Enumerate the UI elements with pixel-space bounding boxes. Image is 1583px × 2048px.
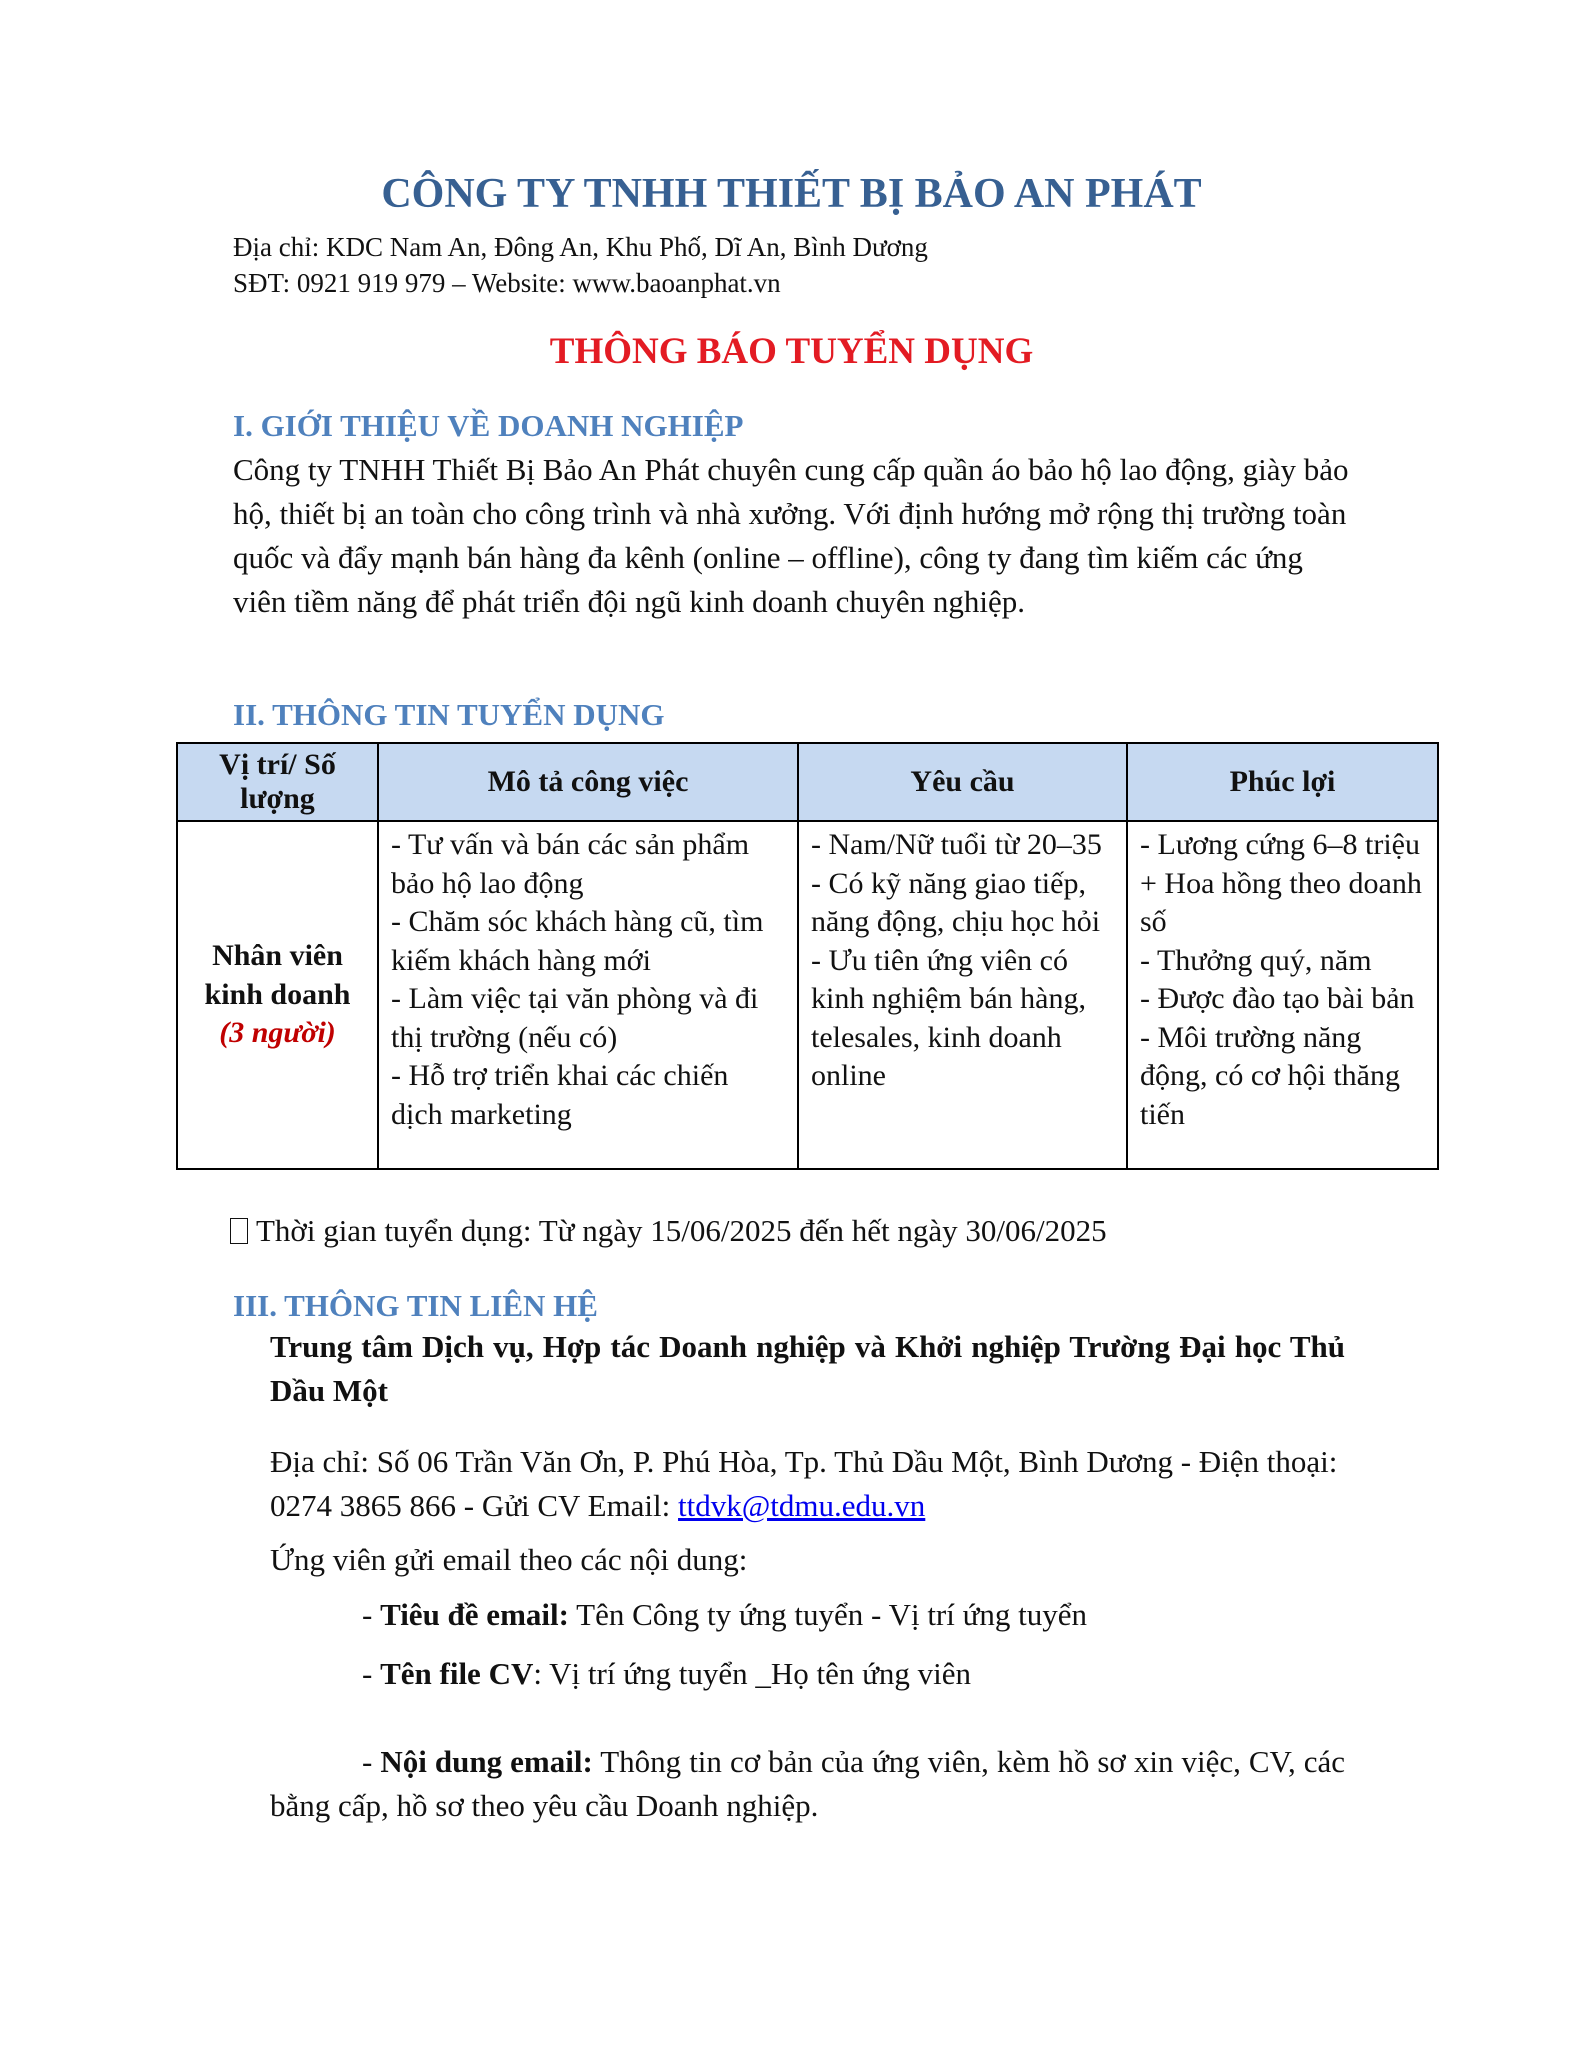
table-header-description: Mô tả công việc [378,743,798,821]
item-text: : Vị trí ứng tuyển _Họ tên ứng viên [533,1656,972,1691]
contact-address-text: Địa chỉ: Số 06 Trần Văn Ơn, P. Phú Hòa, Tp. Thủ Dầu Một, Bình Dương - Điện thoại: 0274 3865 866 - Gửi CV Email: [270,1444,1338,1523]
requirement-item: - Nam/Nữ tuổi từ 20–35 [811,828,1102,861]
email-item [270,1740,1345,1828]
benefit-item: - Được đào tạo bài bản [1140,982,1415,1015]
recruitment-deadline [230,1213,1107,1249]
company-address: Địa chỉ: KDC Nam An, Đông An, Khu Phố, Dĩ An, Bình Dương [233,232,928,262]
item-label: Tiêu đề email: [380,1597,569,1632]
position-title: Nhân viên kinh doanh [204,939,351,1011]
item-prefix: - [362,1597,381,1632]
checkbox-glyph-icon [230,1218,248,1244]
section-heading-intro: I. GIỚI THIỆU VỀ DOANH NGHIỆP [233,408,744,443]
description-item: - Làm việc tại văn phòng và đi thị trường (nếu có) [391,982,759,1054]
position-cell [177,821,378,1169]
benefit-item: - Lương cứng 6–8 triệu + Hoa hồng theo doanh số [1140,828,1422,938]
table-header-row [177,743,1438,821]
recruitment-table [176,742,1439,1170]
requirement-item: - Có kỹ năng giao tiếp, năng động, chịu học hỏi [811,866,1101,938]
table-header-benefits: Phúc lợi [1127,743,1438,821]
company-name: CÔNG TY TNHH THIẾT BỊ BẢO AN PHÁT [381,171,1202,217]
benefit-item: - Thưởng quý, năm [1140,943,1372,977]
table-header-position: Vị trí/ Số lượng [177,743,378,821]
item-label: Tên file CV [380,1656,534,1691]
notice-title: THÔNG BÁO TUYỂN DỤNG [549,331,1034,372]
requirements-cell [798,821,1127,1169]
description-item: - Hỗ trợ triển khai các chiến dịch marketing [391,1059,729,1131]
contact-organization: Trung tâm Dịch vụ, Hợp tác Doanh nghiệp và Khởi nghiệp Trường Đại học Thủ Dầu Một [270,1329,1345,1408]
item-label: Nội dung email: [380,1744,593,1779]
email-link[interactable]: ttdvk@tdmu.edu.vn [678,1488,926,1523]
position-count: (3 người) [219,1016,336,1050]
item-text: Thông tin cơ bản của ứng viên, kèm hồ sơ xin việc, CV, các bằng cấp, hồ sơ theo yêu cầu Doanh nghiệp. [270,1744,1346,1823]
benefit-item: - Môi trường năng động, có cơ hội thăng tiến [1140,1020,1400,1131]
benefits-cell [1127,821,1438,1169]
description-item: - Chăm sóc khách hàng cũ, tìm kiếm khách hàng mới [391,905,764,977]
table-row [177,821,1438,1169]
intro-paragraph: Công ty TNHH Thiết Bị Bảo An Phát chuyên cung cấp quần áo bảo hộ lao động, giày bảo hộ, thiết bị an toàn cho công trình và nhà xưởng. Với định hướng mở rộng thị trường toàn quốc và đẩy mạnh bán hàng đa kênh (online – offline), công ty đang tìm kiếm các ứng viên tiềm năng để phát triển đội ngũ kinh doanh chuyên nghiệp. [233,452,1349,619]
company-contact: SĐT: 0921 919 979 – Website: www.baoanphat.vn [233,268,781,298]
item-prefix: - [362,1744,381,1779]
deadline-text: Thời gian tuyển dụng: Từ ngày 15/06/2025 đến hết ngày 30/06/2025 [256,1213,1107,1248]
item-text: Tên Công ty ứng tuyển - Vị trí ứng tuyển [568,1597,1088,1632]
email-item [362,1597,1087,1633]
section-heading-contact: III. THÔNG TIN LIÊN HỆ [233,1288,598,1323]
requirement-item: - Ưu tiên ứng viên có kinh nghiệm bán hàng, telesales, kinh doanh online [811,943,1086,1092]
contact-address [270,1440,1345,1528]
email-item [362,1656,971,1692]
email-instruction: Ứng viên gửi email theo các nội dung: [270,1542,748,1577]
item-prefix: - [362,1656,381,1691]
section-heading-recruitment: II. THÔNG TIN TUYỂN DỤNG [233,697,665,732]
table-header-requirements: Yêu cầu [798,743,1127,821]
description-item: - Tư vấn và bán các sản phẩm bảo hộ lao động [391,828,750,900]
description-cell [378,821,798,1169]
